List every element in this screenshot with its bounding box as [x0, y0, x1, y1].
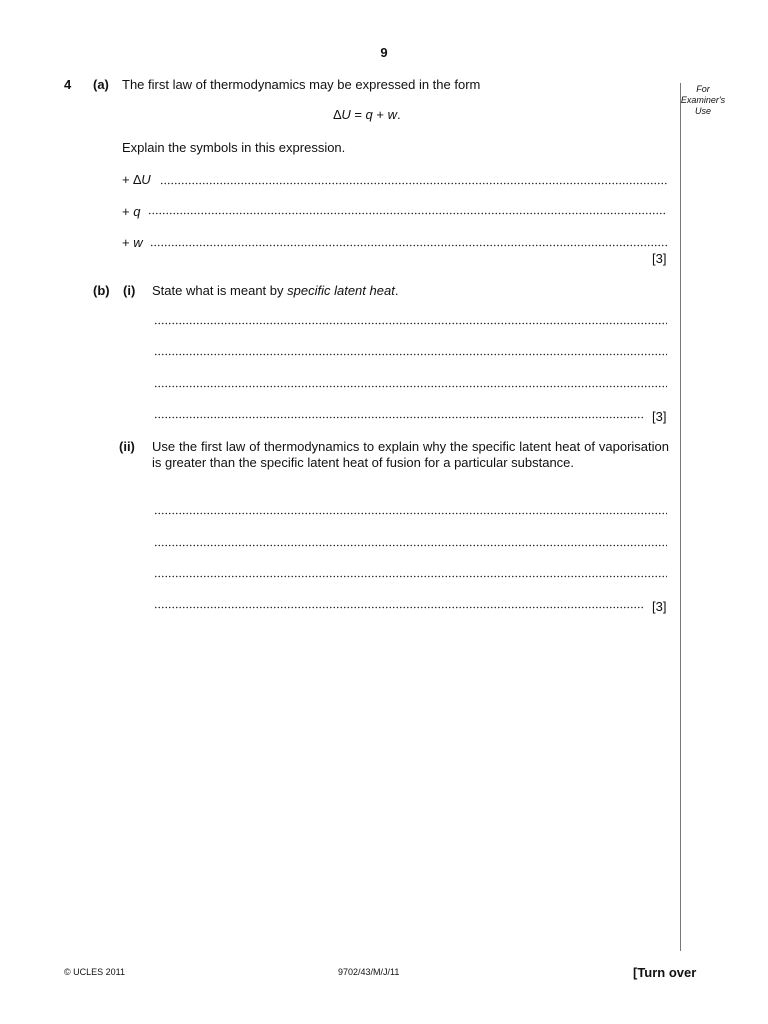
part-a-marks: [3]	[652, 251, 667, 266]
answer-line-q[interactable]	[148, 208, 667, 218]
page-number: 9	[380, 45, 388, 60]
answer-line-b-ii-4[interactable]	[154, 602, 644, 612]
part-b-i-marks: [3]	[652, 409, 667, 424]
part-a-label: (a)	[93, 77, 109, 92]
answer-line-b-i-4[interactable]	[154, 412, 644, 422]
answer-line-b-i-1[interactable]	[154, 318, 667, 328]
part-b-label: (b)	[93, 283, 110, 298]
part-b-ii-question: Use the first law of thermodynamics to explain why the specific latent heat of vaporisation is greater than the specific latent heat of fusion for a particular substance.	[152, 439, 669, 470]
examiner-margin-line	[680, 83, 681, 951]
question-number: 4	[64, 77, 72, 92]
part-b-i-question: State what is meant by specific latent heat.	[152, 283, 399, 298]
examiner-use-label: For Examiner's Use	[680, 84, 726, 116]
answer-line-b-i-2[interactable]	[154, 349, 667, 359]
symbol-q-label: + q	[122, 204, 141, 219]
answer-line-delta-u[interactable]	[160, 178, 667, 188]
symbol-delta-u-label: + ∆U	[122, 172, 151, 187]
symbol-w-label: + w	[122, 235, 143, 250]
part-b-ii-label: (ii)	[119, 439, 135, 454]
part-b-i-label: (i)	[123, 283, 136, 298]
answer-line-b-ii-3[interactable]	[154, 571, 667, 581]
answer-line-b-ii-1[interactable]	[154, 508, 667, 518]
answer-line-b-ii-2[interactable]	[154, 540, 667, 550]
answer-line-w[interactable]	[150, 240, 667, 250]
answer-line-b-i-3[interactable]	[154, 381, 667, 391]
part-a-prompt: Explain the symbols in this expression.	[122, 140, 346, 155]
first-law-equation: ∆U = q + w.	[333, 107, 401, 122]
paper-code: 9702/43/M/J/11	[338, 967, 400, 977]
part-a-intro: The first law of thermodynamics may be expressed in the form	[122, 77, 481, 92]
part-b-ii-marks: [3]	[652, 599, 667, 614]
copyright: © UCLES 2011	[64, 967, 125, 977]
turn-over: [Turn over	[633, 965, 697, 980]
